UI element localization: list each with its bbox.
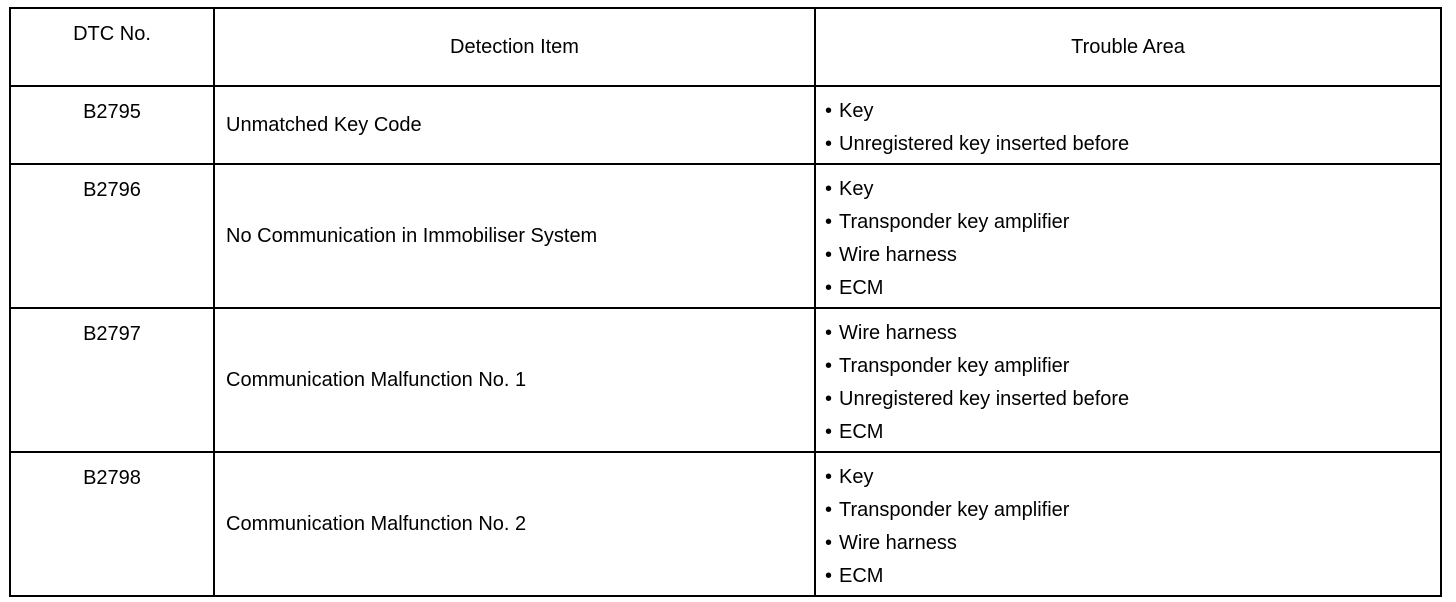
trouble-area [815, 164, 1441, 308]
list-item [825, 239, 1440, 272]
dtc-code: B2796 [10, 164, 214, 308]
bullet-icon: • [825, 244, 833, 266]
header-dtc-no: DTC No. [10, 8, 214, 86]
list-item [825, 128, 1440, 161]
trouble-area-list [825, 317, 1440, 449]
bullet-icon: • [825, 355, 833, 377]
list-item [825, 527, 1440, 560]
bullet-icon: • [825, 322, 833, 344]
trouble-area-text: Transponder key amplifier [839, 499, 1070, 521]
table-row [10, 86, 1441, 164]
header-detection-item: Detection Item [214, 8, 815, 86]
list-item [825, 206, 1440, 239]
trouble-area-text: Unregistered key inserted before [839, 133, 1130, 155]
trouble-area-text: Transponder key amplifier [839, 211, 1070, 233]
trouble-area-list [825, 95, 1440, 161]
trouble-area-list [825, 173, 1440, 305]
trouble-area-text: Wire harness [839, 322, 957, 344]
trouble-area [815, 452, 1441, 596]
detection-item: Communication Malfunction No. 2 [214, 452, 815, 596]
list-item [825, 560, 1440, 593]
bullet-icon: • [825, 100, 833, 122]
bullet-icon: • [825, 532, 833, 554]
dtc-table [9, 7, 1442, 597]
trouble-area-text: Wire harness [839, 532, 957, 554]
list-item [825, 461, 1440, 494]
dtc-code: B2797 [10, 308, 214, 452]
detection-item: Communication Malfunction No. 1 [214, 308, 815, 452]
dtc-code: B2795 [10, 86, 214, 164]
header-trouble-area: Trouble Area [815, 8, 1441, 86]
bullet-icon: • [825, 499, 833, 521]
table-row [10, 308, 1441, 452]
list-item [825, 173, 1440, 206]
bullet-icon: • [825, 466, 833, 488]
detection-item: Unmatched Key Code [214, 86, 815, 164]
trouble-area-text: Wire harness [839, 244, 957, 266]
trouble-area-text: Key [839, 100, 874, 122]
dtc-code: B2798 [10, 452, 214, 596]
bullet-icon: • [825, 133, 833, 155]
bullet-icon: • [825, 277, 833, 299]
list-item [825, 494, 1440, 527]
trouble-area-text: ECM [839, 565, 884, 587]
bullet-icon: • [825, 565, 833, 587]
bullet-icon: • [825, 388, 833, 410]
list-item [825, 350, 1440, 383]
table-row [10, 164, 1441, 308]
bullet-icon: • [825, 178, 833, 200]
table-header-row [10, 8, 1441, 86]
list-item [825, 95, 1440, 128]
trouble-area-text: Unregistered key inserted before [839, 388, 1130, 410]
list-item [825, 383, 1440, 416]
trouble-area-text: ECM [839, 277, 884, 299]
trouble-area-list [825, 461, 1440, 593]
table-row [10, 452, 1441, 596]
list-item [825, 416, 1440, 449]
list-item [825, 317, 1440, 350]
trouble-area-text: Key [839, 466, 874, 488]
detection-item: No Communication in Immobiliser System [214, 164, 815, 308]
bullet-icon: • [825, 421, 833, 443]
trouble-area-text: Key [839, 178, 874, 200]
list-item [825, 272, 1440, 305]
trouble-area-text: Transponder key amplifier [839, 355, 1070, 377]
trouble-area-text: ECM [839, 421, 884, 443]
bullet-icon: • [825, 211, 833, 233]
trouble-area [815, 308, 1441, 452]
trouble-area [815, 86, 1441, 164]
